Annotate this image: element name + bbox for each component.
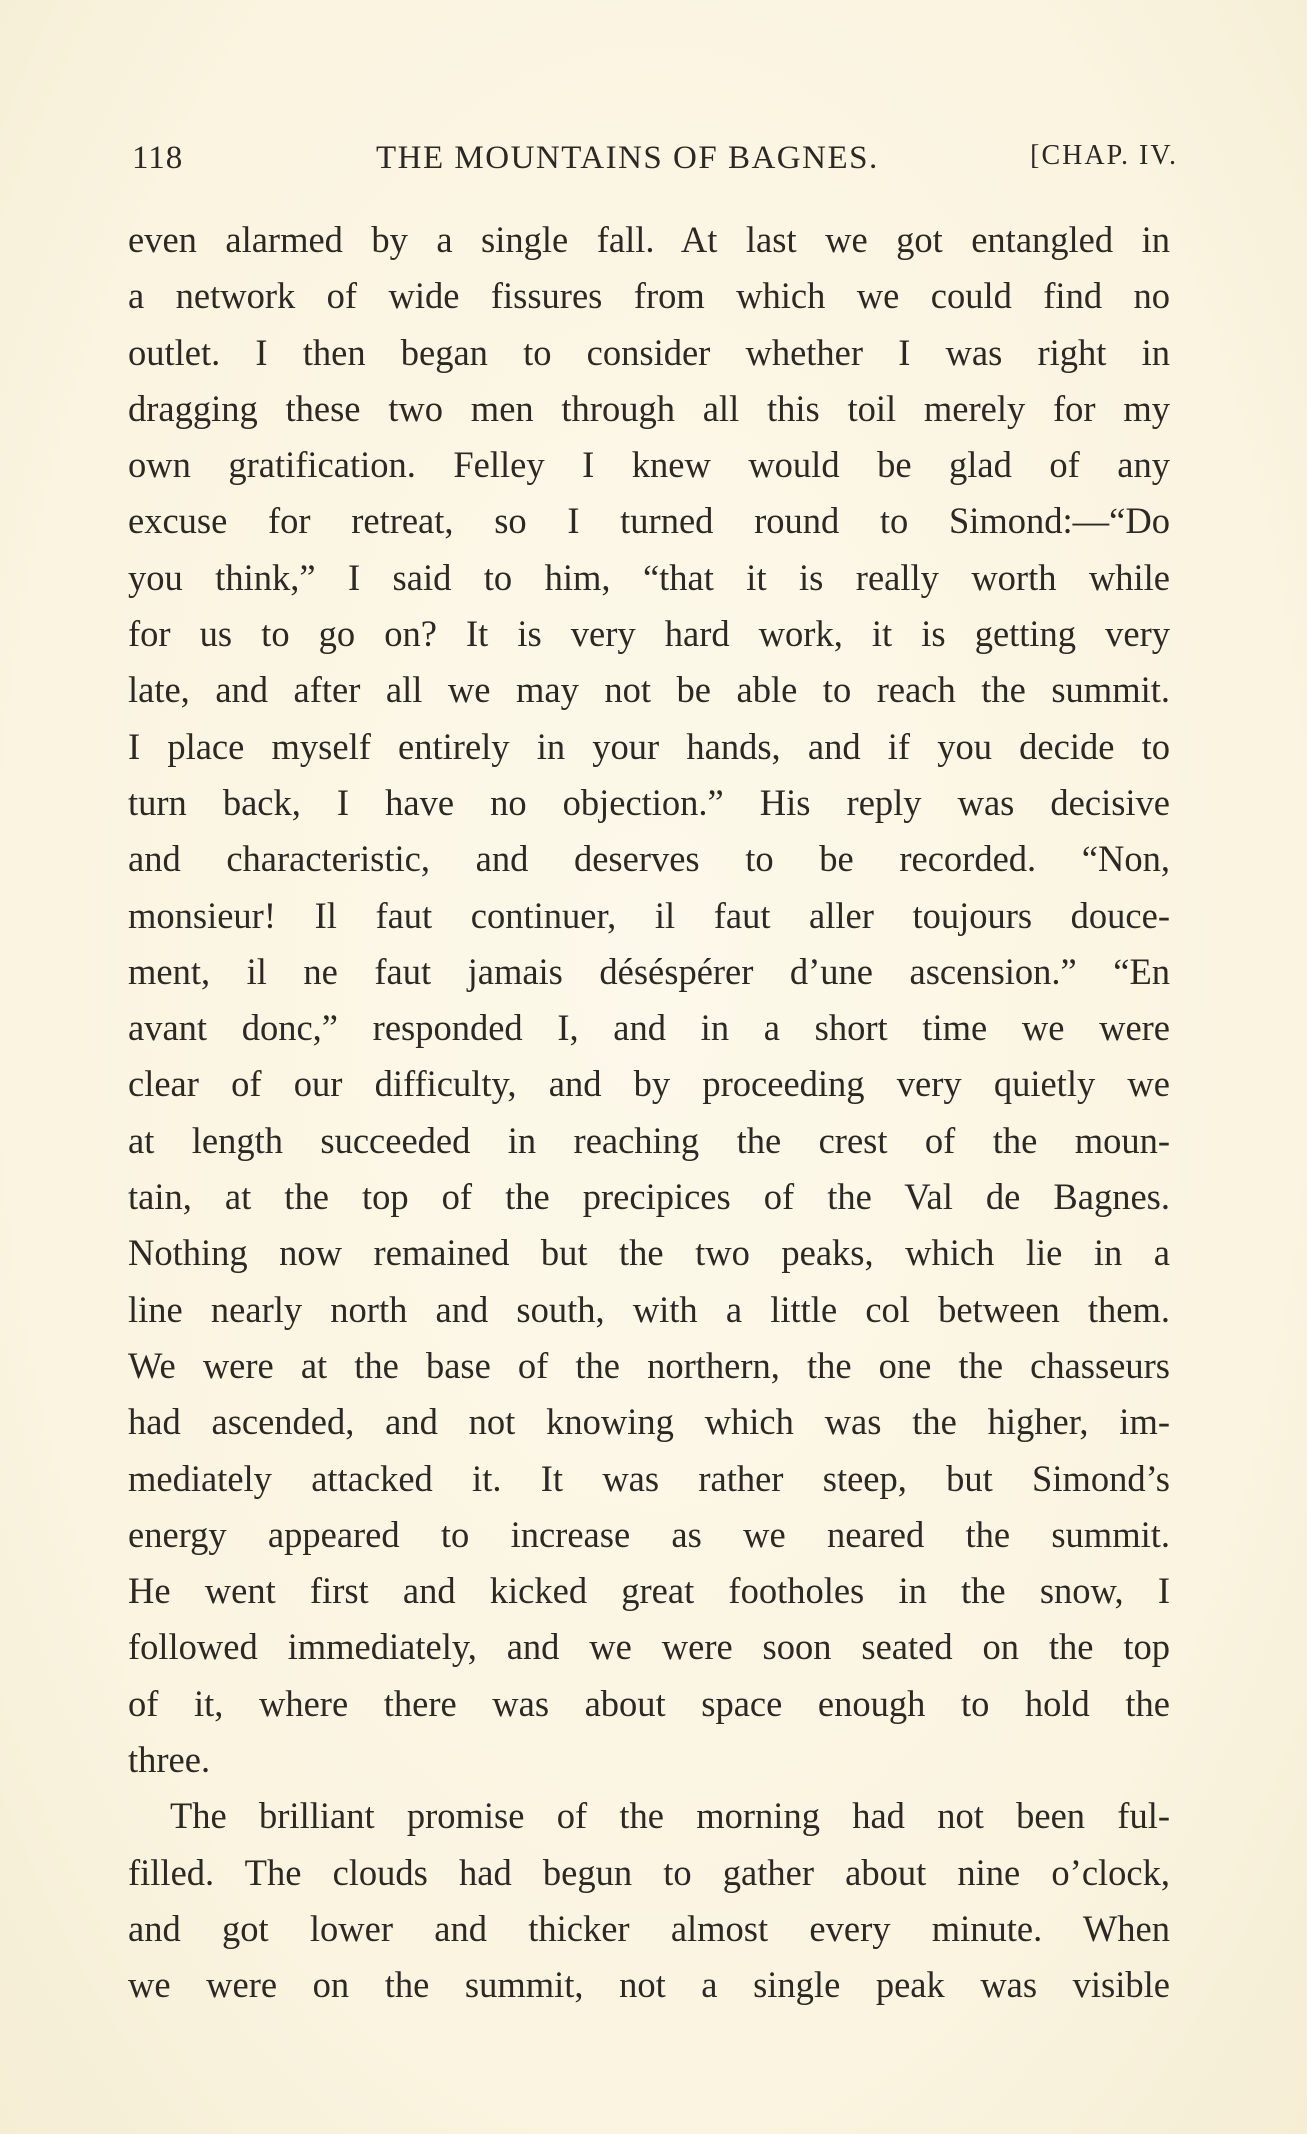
text-line: ment, il ne faut jamais déséspérer d’une ascension.” “En — [128, 950, 1170, 992]
text-line: late, and after all we may not be able to reach the summit. — [128, 669, 1170, 711]
paragraph-end-line: three. — [128, 1739, 211, 1781]
text-line: excuse for retreat, so I turned round to Simond:—“Do — [128, 500, 1170, 542]
text-line: filled. The clouds had begun to gather about nine o’clock, — [128, 1851, 1170, 1893]
text-line: clear of our difficulty, and by proceeding very quietly we — [128, 1063, 1170, 1105]
running-header — [128, 140, 1178, 184]
text-line: had ascended, and not knowing which was the higher, im- — [128, 1401, 1170, 1443]
text-line: line nearly north and south, with a little col between them. — [128, 1288, 1170, 1330]
text-line: monsieur! Il faut continuer, il faut aller toujours douce- — [128, 894, 1170, 936]
text-line: followed immediately, and we were soon seated on the top — [128, 1626, 1170, 1668]
text-line: even alarmed by a single fall. At last we got entangled in — [128, 219, 1170, 260]
text-line: He went first and kicked great footholes in the snow, I — [128, 1570, 1170, 1612]
chapter-label: [CHAP. IV. — [1030, 140, 1178, 171]
body-text — [128, 212, 1170, 2014]
text-line: mediately attacked it. It was rather steep, but Simond’s — [128, 1457, 1170, 1499]
text-line: we were on the summit, not a single peak was visible — [128, 1964, 1170, 2006]
text-line: of it, where there was about space enough to hold the — [128, 1682, 1170, 1724]
text-line: energy appeared to increase as we neared the summit. — [128, 1513, 1170, 1555]
text-line: outlet. I then began to consider whether I was right in — [128, 331, 1170, 373]
text-line: you think,” I said to him, “that it is really worth while — [128, 556, 1170, 598]
text-line: Nothing now remained but the two peaks, which lie in a — [128, 1232, 1170, 1274]
text-line: a network of wide fissures from which we could find no — [128, 275, 1170, 317]
running-title: THE MOUNTAINS OF BAGNES. — [376, 140, 879, 176]
text-line: and got lower and thicker almost every minute. When — [128, 1907, 1170, 1949]
page-number: 118 — [132, 140, 184, 176]
text-line: turn back, I have no objection.” His reply was decisive — [128, 781, 1170, 823]
text-line: I place myself entirely in your hands, and if you decide to — [128, 725, 1170, 767]
text-line: dragging these two men through all this toil merely for my — [128, 387, 1170, 429]
text-line: for us to go on? It is very hard work, it is getting very — [128, 613, 1170, 655]
paragraph-start-line: The brilliant promise of the morning had not been ful- — [170, 1795, 1170, 1837]
text-line: avant donc,” responded I, and in a short time we were — [128, 1007, 1170, 1049]
text-line: and characteristic, and deserves to be recorded. “Non, — [128, 838, 1170, 880]
text-line: own gratification. Felley I knew would be glad of any — [128, 444, 1170, 486]
text-line: at length succeeded in reaching the crest of the moun- — [128, 1119, 1170, 1161]
text-line: tain, at the top of the precipices of the Val de Bagnes. — [128, 1176, 1170, 1218]
text-line: We were at the base of the northern, the one the chasseurs — [128, 1344, 1170, 1386]
